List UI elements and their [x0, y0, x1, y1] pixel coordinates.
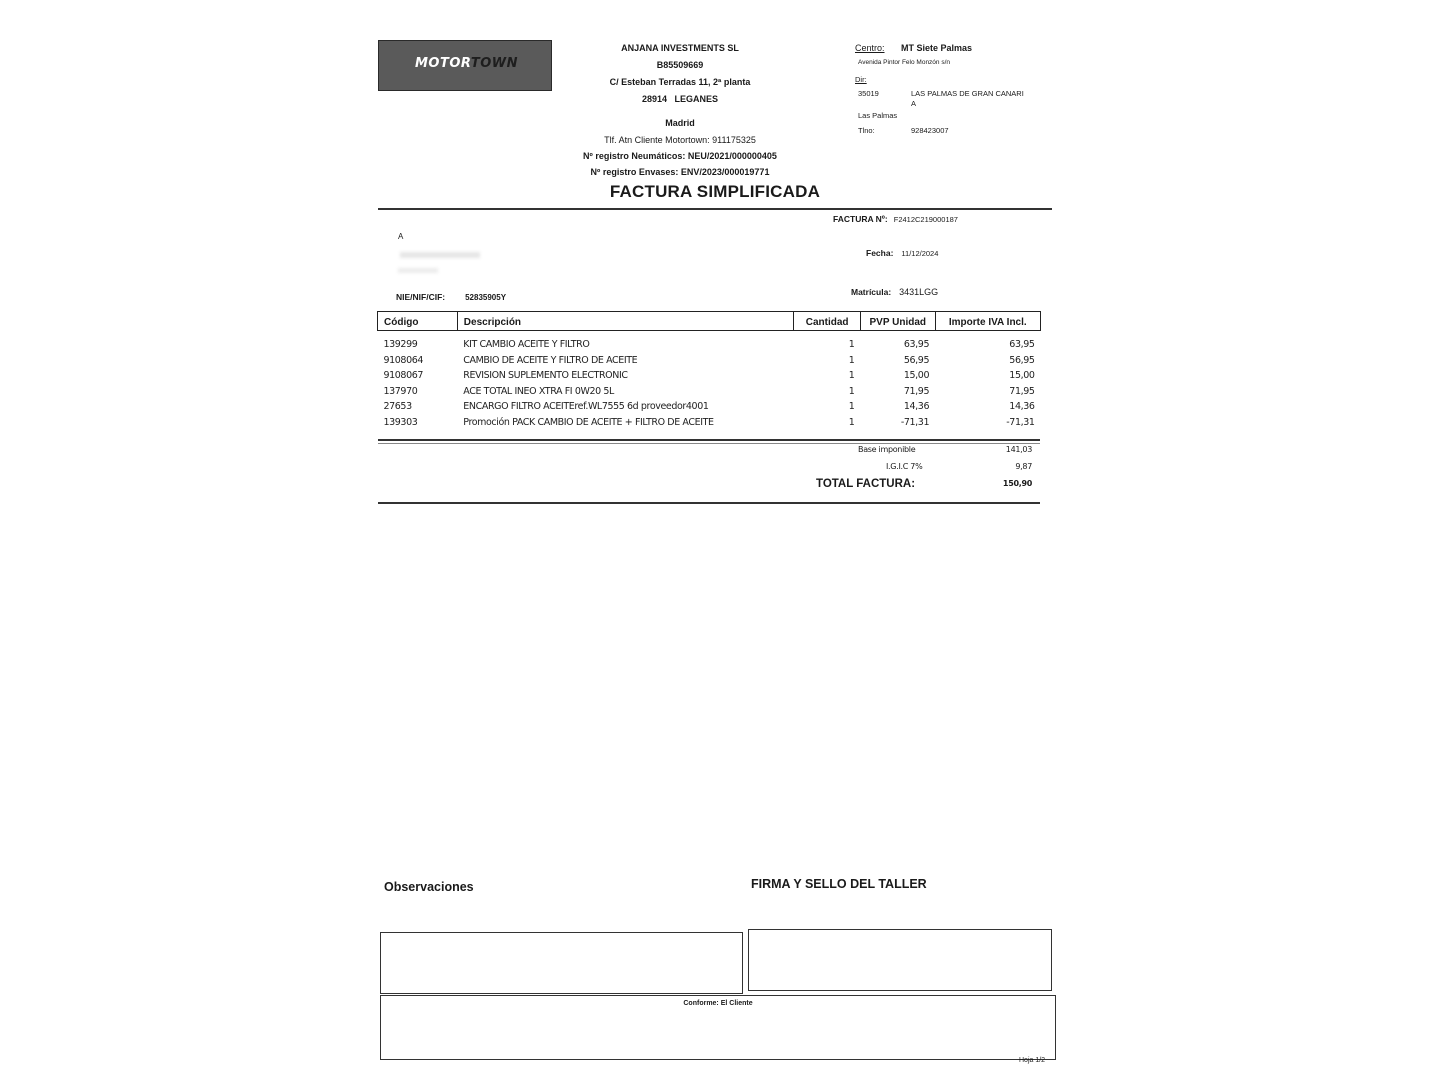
row-importe: 71,95	[1009, 385, 1035, 397]
logo-text	[415, 56, 518, 71]
centro-city-cont: A	[911, 98, 917, 108]
row-importe: 63,95	[1009, 339, 1035, 350]
row-codigo: 137970	[383, 385, 418, 397]
base-label: Base imponible	[858, 445, 916, 454]
company-postcode-city: 28914 LEGANES	[641, 94, 719, 104]
table-row	[378, 353, 1041, 369]
igic-label: I.G.I.C 7%	[886, 462, 923, 471]
page-number: Hoja 1/2	[1019, 1057, 1046, 1064]
conforme-label: Conforme: El Cliente	[683, 1000, 753, 1007]
row-descripcion: ENCARGO FILTRO ACEITEref.WL7555 6d proveedor4001	[463, 401, 709, 412]
row-cantidad: 1	[848, 401, 855, 412]
row-cantidad: 1	[848, 339, 855, 350]
motortown-logo	[378, 40, 552, 91]
row-descripcion: KIT CAMBIO ACEITE Y FILTRO	[463, 339, 590, 350]
row-pvp: 71,95	[903, 385, 930, 397]
invoice-date-label: Fecha:	[866, 248, 894, 258]
centro-tel: 928423007	[911, 125, 949, 135]
table-row	[378, 415, 1041, 431]
base-value: 141,03	[1005, 445, 1032, 454]
row-descripcion: REVISION SUPLEMENTO ELECTRONIC	[463, 370, 628, 381]
row-pvp: -71,31	[900, 416, 930, 428]
row-importe: 14,36	[1009, 401, 1035, 412]
row-pvp: 63,95	[903, 339, 930, 350]
row-cantidad: 1	[848, 370, 855, 381]
centro-city: LAS PALMAS DE GRAN CANARI	[911, 88, 1024, 98]
col-descripcion: Descripción	[457, 312, 794, 331]
observaciones-box	[380, 932, 743, 994]
totals-bottom-rule	[378, 502, 1040, 504]
centro-street: Avenida Pintor Felo Monzón s/n	[858, 59, 951, 66]
table-row	[378, 337, 1041, 353]
row-codigo: 139303	[383, 416, 418, 428]
items-header-row	[378, 312, 1041, 331]
col-cantidad: Cantidad	[794, 312, 861, 331]
centro-dir-label: Dir:	[855, 74, 867, 84]
company-cif: B85509669	[656, 60, 704, 70]
invoice-number-label: FACTURA Nº:	[833, 214, 888, 224]
invoice-plate-row	[851, 287, 938, 297]
customer-redacted-2	[398, 268, 438, 273]
invoice-plate: 3431LGG	[899, 287, 939, 297]
row-codigo: 27653	[383, 401, 412, 412]
items-table	[377, 311, 1041, 430]
totals-block	[800, 441, 1040, 492]
table-row	[378, 384, 1041, 400]
customer-nif: 52835905Y	[465, 292, 507, 302]
row-descripcion: Promoción PACK CAMBIO DE ACEITE + FILTRO DE ACEITE	[463, 416, 714, 428]
company-phone: Tlf. Atn Cliente Motortown: 911175325	[604, 135, 756, 145]
invoice-title: FACTURA SIMPLIFICADA	[609, 182, 821, 201]
row-importe: 15,00	[1009, 370, 1035, 381]
customer-initial: A	[398, 232, 404, 241]
customer-redacted	[400, 252, 480, 258]
title-rule	[378, 208, 1052, 210]
total-label: TOTAL FACTURA:	[816, 477, 916, 490]
invoice-number-row	[833, 214, 958, 224]
company-info	[560, 40, 800, 181]
row-codigo: 9108064	[383, 354, 424, 366]
invoice-number: F2412C219000187	[893, 214, 958, 224]
firma-label: FIRMA Y SELLO DEL TALLER	[751, 877, 927, 891]
row-descripcion: ACE TOTAL INEO XTRA FI 0W20 5L	[463, 385, 614, 397]
logo-part-town: TOWN	[470, 56, 518, 71]
row-cantidad: 1	[848, 416, 855, 428]
company-reg-envases: Nº registro Envases: ENV/2023/000019771	[590, 167, 770, 177]
observaciones-label: Observaciones	[384, 880, 474, 894]
company-name: ANJANA INVESTMENTS SL	[621, 43, 739, 53]
table-row	[378, 399, 1041, 415]
conforme-box	[380, 995, 1056, 1060]
row-descripcion: CAMBIO DE ACEITE Y FILTRO DE ACEITE	[463, 354, 638, 366]
centro-info	[855, 40, 1055, 138]
col-pvp: PVP Unidad	[860, 312, 935, 331]
logo-part-motor: MOTOR	[415, 56, 471, 71]
invoice-date: 11/12/2024	[901, 248, 939, 258]
centro-province: Las Palmas	[858, 110, 898, 120]
centro-name: MT Siete Palmas	[901, 42, 973, 53]
row-pvp: 56,95	[903, 354, 930, 366]
centro-tel-label: Tlno:	[858, 125, 875, 135]
firma-box	[748, 929, 1052, 991]
customer-nif-label: NIE/NIF/CIF:	[396, 292, 446, 302]
row-pvp: 14,36	[903, 401, 930, 412]
customer-nif-row	[396, 292, 506, 302]
table-row	[378, 368, 1041, 384]
col-codigo: Código	[378, 312, 458, 331]
company-province: Madrid	[665, 118, 695, 128]
col-importe: Importe IVA Incl.	[935, 312, 1040, 331]
centro-cp: 35019	[858, 88, 879, 98]
row-codigo: 9108067	[383, 370, 424, 381]
company-address: C/ Esteban Terradas 11, 2ª planta	[609, 77, 751, 87]
company-reg-neumaticos: Nº registro Neumáticos: NEU/2021/000000405	[583, 151, 777, 161]
row-codigo: 139299	[383, 339, 418, 350]
row-pvp: 15,00	[903, 370, 930, 381]
row-cantidad: 1	[848, 385, 855, 397]
row-cantidad: 1	[848, 354, 855, 366]
row-importe: 56,95	[1009, 354, 1035, 366]
row-importe: -71,31	[1006, 416, 1035, 428]
total-value: 150,90	[1002, 479, 1032, 488]
centro-label: Centro:	[855, 42, 885, 53]
invoice-date-row	[866, 248, 938, 258]
invoice-plate-label: Matrícula:	[851, 287, 892, 297]
igic-value: 9,87	[1015, 462, 1032, 471]
